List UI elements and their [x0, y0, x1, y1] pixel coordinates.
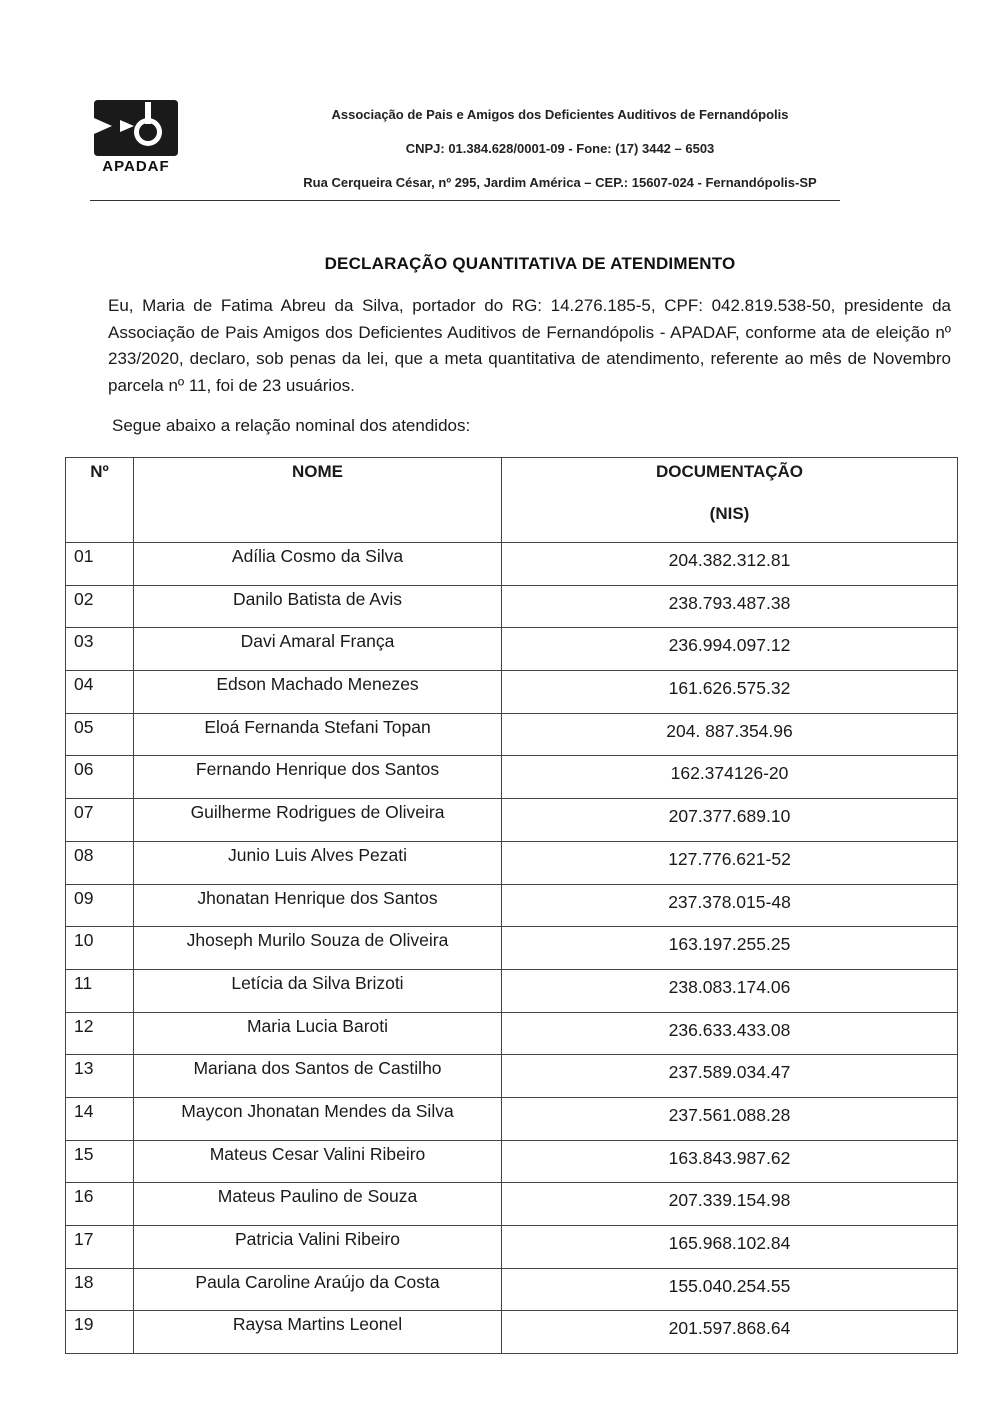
row-nis: 236.994.097.12 — [502, 628, 958, 671]
row-nis: 163.843.987.62 — [502, 1140, 958, 1183]
row-number: 19 — [66, 1311, 134, 1354]
header-num: Nº — [66, 458, 134, 543]
table-row — [66, 543, 958, 586]
declaration-paragraph: Eu, Maria de Fatima Abreu da Silva, portador do RG: 14.276.185-5, CPF: 042.819.538-50, presidente da Associação de Pais Amigos dos Deficientes Auditivos de Fernandópolis - APADAF, conforme ata de eleição nº 233/2020, declaro, sob penas da lei, que a meta quantitativa de atendimento, referente ao mês de Novembro parcela nº 11, foi de 23 usuários. — [108, 296, 951, 395]
row-number: 15 — [66, 1140, 134, 1183]
row-name: Guilherme Rodrigues de Oliveira — [134, 799, 502, 842]
row-nis: 237.589.034.47 — [502, 1055, 958, 1098]
row-number: 13 — [66, 1055, 134, 1098]
table-row — [66, 1097, 958, 1140]
row-name: Paula Caroline Araújo da Costa — [134, 1268, 502, 1311]
table-row — [66, 1268, 958, 1311]
org-cnpj-phone: CNPJ: 01.384.628/0001-09 - Fone: (17) 3442 – 6503 — [405, 141, 715, 156]
row-name: Mateus Cesar Valini Ribeiro — [134, 1140, 502, 1183]
row-name: Junio Luis Alves Pezati — [134, 841, 502, 884]
letterhead — [240, 103, 880, 205]
row-name: Raysa Martins Leonel — [134, 1311, 502, 1354]
org-address: Rua Cerqueira César, nº 295, Jardim América – CEP.: 15607-024 - Fernandópolis-SP — [303, 175, 817, 190]
table-row — [66, 841, 958, 884]
row-number: 03 — [66, 628, 134, 671]
table-row — [66, 671, 958, 714]
ear-logo-icon — [90, 94, 182, 158]
row-number: 04 — [66, 671, 134, 714]
table-row — [66, 884, 958, 927]
table-row — [66, 927, 958, 970]
org-name: Associação de Pais e Amigos dos Deficientes Auditivos de Fernandópolis — [331, 107, 789, 122]
table-row — [66, 969, 958, 1012]
row-number: 02 — [66, 585, 134, 628]
list-intro: Segue abaixo a relação nominal dos atendidos: — [112, 416, 471, 435]
row-nis: 238.793.487.38 — [502, 585, 958, 628]
row-nis: 127.776.621-52 — [502, 841, 958, 884]
row-nis: 163.197.255.25 — [502, 927, 958, 970]
row-name: Maycon Jhonatan Mendes da Silva — [134, 1097, 502, 1140]
row-number: 06 — [66, 756, 134, 799]
row-nis: 204.382.312.81 — [502, 543, 958, 586]
row-name: Patricia Valini Ribeiro — [134, 1226, 502, 1269]
row-number: 08 — [66, 841, 134, 884]
row-name: Davi Amaral França — [134, 628, 502, 671]
table-row — [66, 756, 958, 799]
row-name: Eloá Fernanda Stefani Topan — [134, 713, 502, 756]
table-row — [66, 799, 958, 842]
row-nis: 237.378.015-48 — [502, 884, 958, 927]
row-number: 10 — [66, 927, 134, 970]
row-name: Danilo Batista de Avis — [134, 585, 502, 628]
header-divider — [90, 200, 840, 201]
row-number: 14 — [66, 1097, 134, 1140]
row-name: Jhonatan Henrique dos Santos — [134, 884, 502, 927]
row-nis: 201.597.868.64 — [502, 1311, 958, 1354]
row-name: Adília Cosmo da Silva — [134, 543, 502, 586]
row-name: Mariana dos Santos de Castilho — [134, 1055, 502, 1098]
row-name: Mateus Paulino de Souza — [134, 1183, 502, 1226]
table-row — [66, 585, 958, 628]
row-nis: 162.374126-20 — [502, 756, 958, 799]
row-nis: 165.968.102.84 — [502, 1226, 958, 1269]
header-doc: DOCUMENTAÇÃO (NIS) — [502, 458, 958, 543]
table-row — [66, 1012, 958, 1055]
row-nis: 207.377.689.10 — [502, 799, 958, 842]
header-name: NOME — [134, 458, 502, 543]
logo-text: APADAF — [102, 158, 170, 175]
row-number: 12 — [66, 1012, 134, 1055]
row-nis: 207.339.154.98 — [502, 1183, 958, 1226]
row-name: Maria Lucia Baroti — [134, 1012, 502, 1055]
row-nis: 237.561.088.28 — [502, 1097, 958, 1140]
row-name: Edson Machado Menezes — [134, 671, 502, 714]
row-number: 16 — [66, 1183, 134, 1226]
table-row — [66, 1140, 958, 1183]
row-nis: 238.083.174.06 — [502, 969, 958, 1012]
row-number: 09 — [66, 884, 134, 927]
row-nis: 155.040.254.55 — [502, 1268, 958, 1311]
row-number: 17 — [66, 1226, 134, 1269]
row-nis: 161.626.575.32 — [502, 671, 958, 714]
row-number: 11 — [66, 969, 134, 1012]
row-name: Fernando Henrique dos Santos — [134, 756, 502, 799]
apadaf-logo — [90, 94, 186, 178]
row-number: 18 — [66, 1268, 134, 1311]
row-number: 07 — [66, 799, 134, 842]
row-nis: 236.633.433.08 — [502, 1012, 958, 1055]
row-number: 05 — [66, 713, 134, 756]
table-row — [66, 1226, 958, 1269]
table-row — [66, 1183, 958, 1226]
table-row — [66, 628, 958, 671]
row-name: Jhoseph Murilo Souza de Oliveira — [134, 927, 502, 970]
row-nis: 204. 887.354.96 — [502, 713, 958, 756]
row-name: Letícia da Silva Brizoti — [134, 969, 502, 1012]
row-number: 01 — [66, 543, 134, 586]
document-title: DECLARAÇÃO QUANTITATIVA DE ATENDIMENTO — [324, 254, 736, 273]
table-row — [66, 1055, 958, 1098]
table-row — [66, 1311, 958, 1354]
table-row — [66, 713, 958, 756]
table-header-row — [66, 458, 958, 543]
attendees-table — [65, 457, 958, 1354]
